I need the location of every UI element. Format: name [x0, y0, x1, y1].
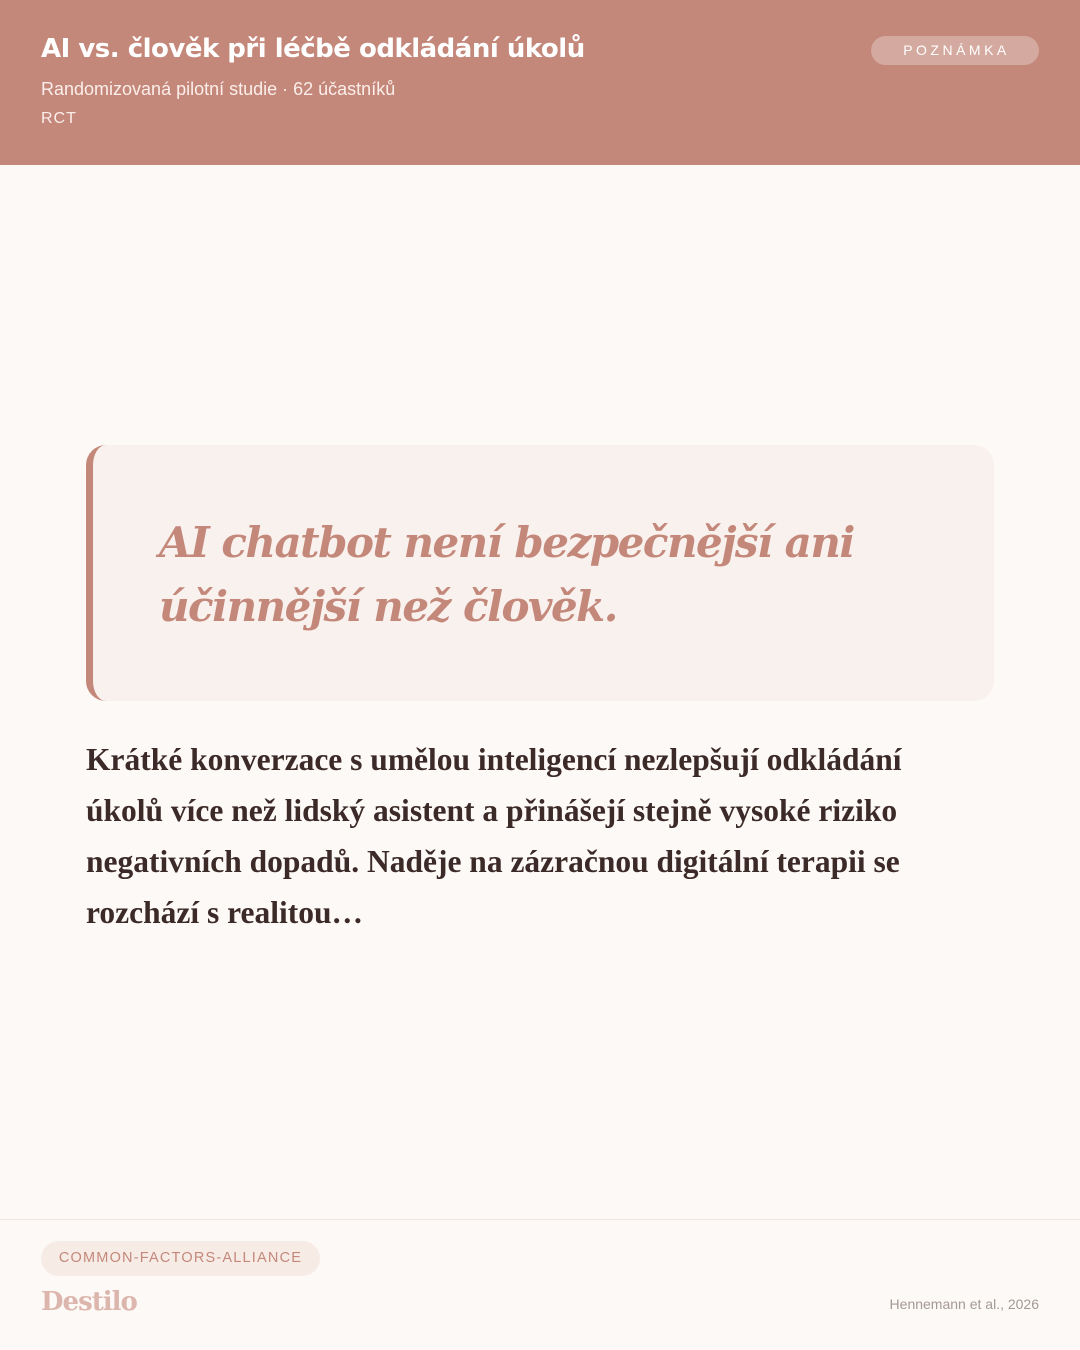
brand-logo: Destilo: [41, 1287, 137, 1317]
study-subtitle: Randomizovaná pilotní studie · 62 účastníků: [41, 79, 396, 99]
summary-paragraph: Krátké konverzace s umělou inteligencí nezlepšují odkládání úkolů více než lidský asistent a přinášejí stejně vysoké riziko negativních dopadů. Naděje na zázračnou digitální terapii se rozchází s realitou…: [86, 742, 902, 930]
citation: Hennemann et al., 2026: [889, 1296, 1039, 1312]
topic-chip[interactable]: COMMON-FACTORS-ALLIANCE: [41, 1241, 320, 1276]
page-title: AI vs. člověk při léčbě odkládání úkolů: [41, 34, 585, 64]
study-type-tag: RCT: [41, 110, 77, 127]
footer-divider: [0, 1219, 1080, 1220]
quote-card: [86, 445, 994, 701]
header-banner: [0, 0, 1080, 165]
quote-text: AI chatbot není bezpečnější ani účinnější než člověk.: [159, 518, 854, 631]
note-badge: POZNÁMKA: [871, 36, 1039, 65]
